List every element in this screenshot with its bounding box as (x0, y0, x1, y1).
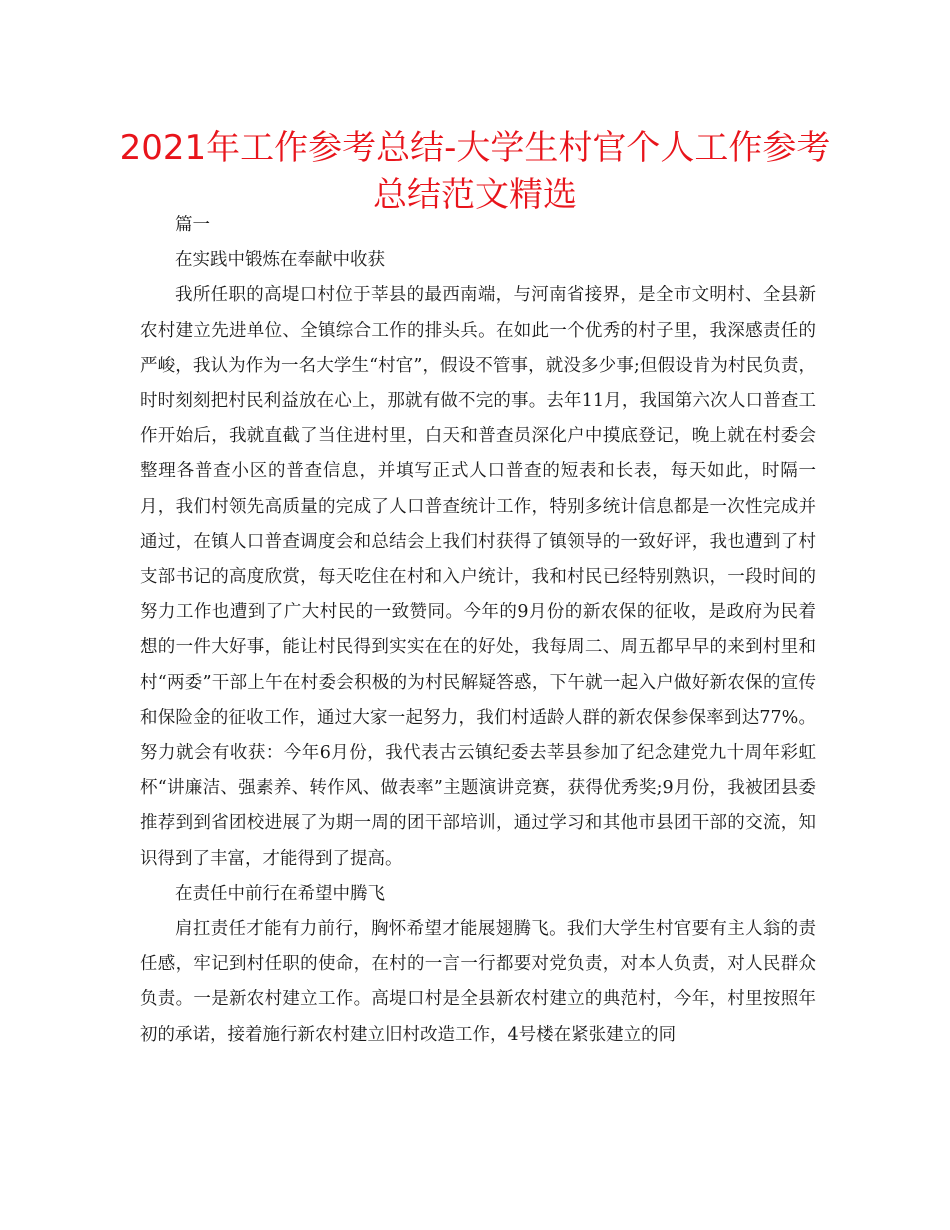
document-body (140, 208, 816, 1053)
body-paragraph: 我所任职的高堤口村位于莘县的最西南端，与河南省接界，是全市文明村、全县新农村建立先进单位、全镇综合工作的排头兵。在如此一个优秀的村子里，我深感责任的严峻，我认为作为一名大学生“村官”，假设不管事，就没多少事;但假设肯为村民负责，时时刻刻把村民利益放在心上，那就有做不完的事。去年11月，我国第六次人口普查工作开始后，我就直截了当住进村里，白天和普查员深化户中摸底登记，晚上就在村委会整理各普查小区的普查信息，并填写正式人口普查的短表和长表，每天如此，时隔一月，我们村领先高质量的完成了人口普查统计工作，特别多统计信息都是一次性完成并通过，在镇人口普查调度会和总结会上我们村获得了镇领导的一致好评，我也遭到了村支部书记的高度欣赏，每天吃住在村和入户统计，我和村民已经特别熟识，一段时间的努力工作也遭到了广大村民的一致赞同。今年的9月份的新农保的征收，是政府为民着想的一件大好事，能让村民得到实实在在的好处，我每周二、周五都早早的来到村里和村“两委”干部上午在村委会积极的为村民解疑答惑，下午就一起入户做好新农保的宣传和保险金的征收工作，通过大家一起努力，我们村适龄人群的新农保参保率到达77%。努力就会有收获：今年6月份，我代表古云镇纪委去莘县参加了纪念建党九十周年彩虹杯“讲廉洁、强素养、转作风、做表率”主题演讲竞赛，获得优秀奖;9月份，我被团县委推荐到到省团校进展了为期一周的团干部培训，通过学习和其他市县团干部的交流，知识得到了丰富，才能得到了提高。 (140, 285, 816, 869)
document-title-line-2: 总结范文精选 (373, 175, 577, 215)
document-title-line-1: 2021年工作参考总结-大学生村官个人工作参考 (119, 128, 831, 168)
section-heading: 在实践中锻炼在奉献中收获 (175, 250, 385, 271)
section-label: 篇一 (175, 215, 210, 235)
section-heading: 在责任中前行在希望中腾飞 (175, 883, 385, 904)
body-paragraph: 肩扛责任才能有力前行，胸怀希望才能展翅腾飞。我们大学生村官要有主人翁的责任感，牢记到村任职的使命，在村的一言一行都要对党负责，对本人负责，对人民群众负责。一是新农村建立工作。高堤口村是全县新农村建立的典范村，今年，村里按照年初的承诺，接着施行新农村建立旧村改造工作，4号楼在紧张建立的同 (140, 919, 816, 1045)
